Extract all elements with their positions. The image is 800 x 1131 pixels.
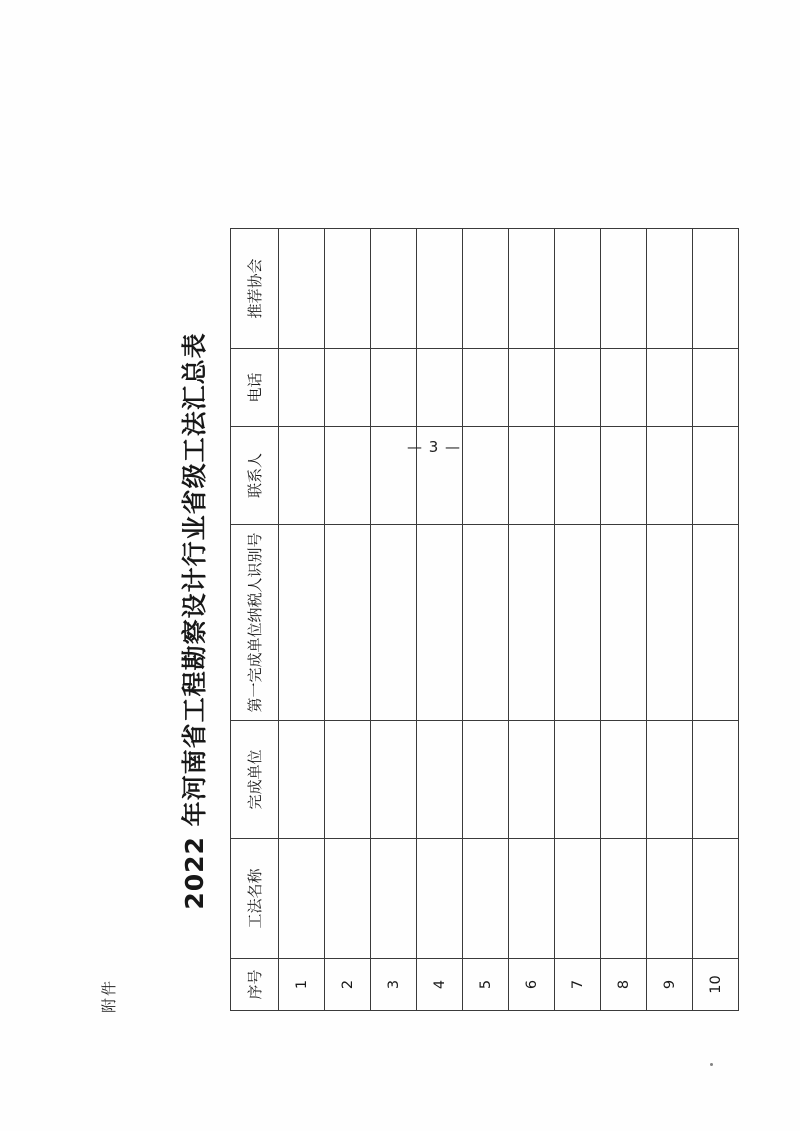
page-title: 2022 年河南省工程勘察设计行业省级工法汇总表 (180, 332, 209, 910)
attachment-label: 附件 (100, 978, 118, 1013)
cell-unit[interactable] (279, 721, 325, 839)
cell-name[interactable] (325, 839, 371, 959)
cell-phone[interactable] (417, 349, 463, 427)
cell-contact[interactable] (647, 427, 693, 525)
cell-unit[interactable] (647, 721, 693, 839)
table-row (509, 229, 555, 1011)
cell-association[interactable] (279, 229, 325, 349)
cell-tax-id[interactable] (555, 525, 601, 721)
cell-seq: 3 (371, 959, 417, 1011)
cell-phone[interactable] (647, 349, 693, 427)
cell-association[interactable] (463, 229, 509, 349)
cell-seq: 7 (555, 959, 601, 1011)
cell-phone[interactable] (371, 349, 417, 427)
table-row (325, 229, 371, 1011)
table-row (417, 229, 463, 1011)
cell-tax-id[interactable] (371, 525, 417, 721)
table-row (279, 229, 325, 1011)
cell-unit[interactable] (371, 721, 417, 839)
cell-name[interactable] (647, 839, 693, 959)
cell-association[interactable] (647, 229, 693, 349)
cell-name[interactable] (693, 839, 739, 959)
cell-tax-id[interactable] (417, 525, 463, 721)
cell-contact[interactable] (463, 427, 509, 525)
cell-seq: 9 (647, 959, 693, 1011)
cell-unit[interactable] (509, 721, 555, 839)
cell-association[interactable] (509, 229, 555, 349)
table-row (463, 229, 509, 1011)
cell-association[interactable] (601, 229, 647, 349)
cell-name[interactable] (279, 839, 325, 959)
cell-association[interactable] (325, 229, 371, 349)
cell-tax-id[interactable] (279, 525, 325, 721)
cell-name[interactable] (555, 839, 601, 959)
cell-phone[interactable] (601, 349, 647, 427)
cell-name[interactable] (601, 839, 647, 959)
cell-tax-id[interactable] (325, 525, 371, 721)
cell-phone[interactable] (555, 349, 601, 427)
cell-seq: 5 (463, 959, 509, 1011)
cell-unit[interactable] (325, 721, 371, 839)
cell-seq: 1 (279, 959, 325, 1011)
scan-artifact-dot (710, 1063, 713, 1066)
cell-seq: 8 (601, 959, 647, 1011)
cell-name[interactable] (417, 839, 463, 959)
table-row (647, 229, 693, 1011)
cell-phone[interactable] (693, 349, 739, 427)
cell-association[interactable] (693, 229, 739, 349)
cell-association[interactable] (555, 229, 601, 349)
column-header-contact: 联系人 (231, 427, 279, 525)
cell-phone[interactable] (509, 349, 555, 427)
cell-seq: 2 (325, 959, 371, 1011)
cell-contact[interactable] (601, 427, 647, 525)
cell-unit[interactable] (417, 721, 463, 839)
cell-unit[interactable] (555, 721, 601, 839)
table-row (555, 229, 601, 1011)
cell-unit[interactable] (693, 721, 739, 839)
cell-unit[interactable] (463, 721, 509, 839)
cell-name[interactable] (463, 839, 509, 959)
cell-contact[interactable] (279, 427, 325, 525)
column-header-tax-id: 第一完成单位纳税人识别号 (231, 525, 279, 721)
cell-tax-id[interactable] (647, 525, 693, 721)
cell-seq: 6 (509, 959, 555, 1011)
cell-tax-id[interactable] (693, 525, 739, 721)
cell-tax-id[interactable] (509, 525, 555, 721)
cell-contact[interactable] (509, 427, 555, 525)
cell-association[interactable] (371, 229, 417, 349)
cell-contact[interactable] (325, 427, 371, 525)
table-row (371, 229, 417, 1011)
cell-tax-id[interactable] (463, 525, 509, 721)
cell-phone[interactable] (463, 349, 509, 427)
gongfa-summary-table (230, 228, 739, 1011)
column-header-unit: 完成单位 (231, 721, 279, 839)
cell-phone[interactable] (325, 349, 371, 427)
cell-unit[interactable] (601, 721, 647, 839)
cell-contact[interactable] (693, 427, 739, 525)
cell-seq: 10 (693, 959, 739, 1011)
table-row (601, 229, 647, 1011)
cell-name[interactable] (509, 839, 555, 959)
cell-phone[interactable] (279, 349, 325, 427)
table-header-row (231, 229, 279, 1011)
cell-association[interactable] (417, 229, 463, 349)
column-header-phone: 电话 (231, 349, 279, 427)
column-header-assoc: 推荐协会 (231, 229, 279, 349)
page-number: — 3 — (406, 437, 462, 456)
column-header-name: 工法名称 (231, 839, 279, 959)
column-header-seq: 序号 (231, 959, 279, 1011)
cell-tax-id[interactable] (601, 525, 647, 721)
cell-contact[interactable] (555, 427, 601, 525)
cell-seq: 4 (417, 959, 463, 1011)
cell-name[interactable] (371, 839, 417, 959)
table-row (693, 229, 739, 1011)
